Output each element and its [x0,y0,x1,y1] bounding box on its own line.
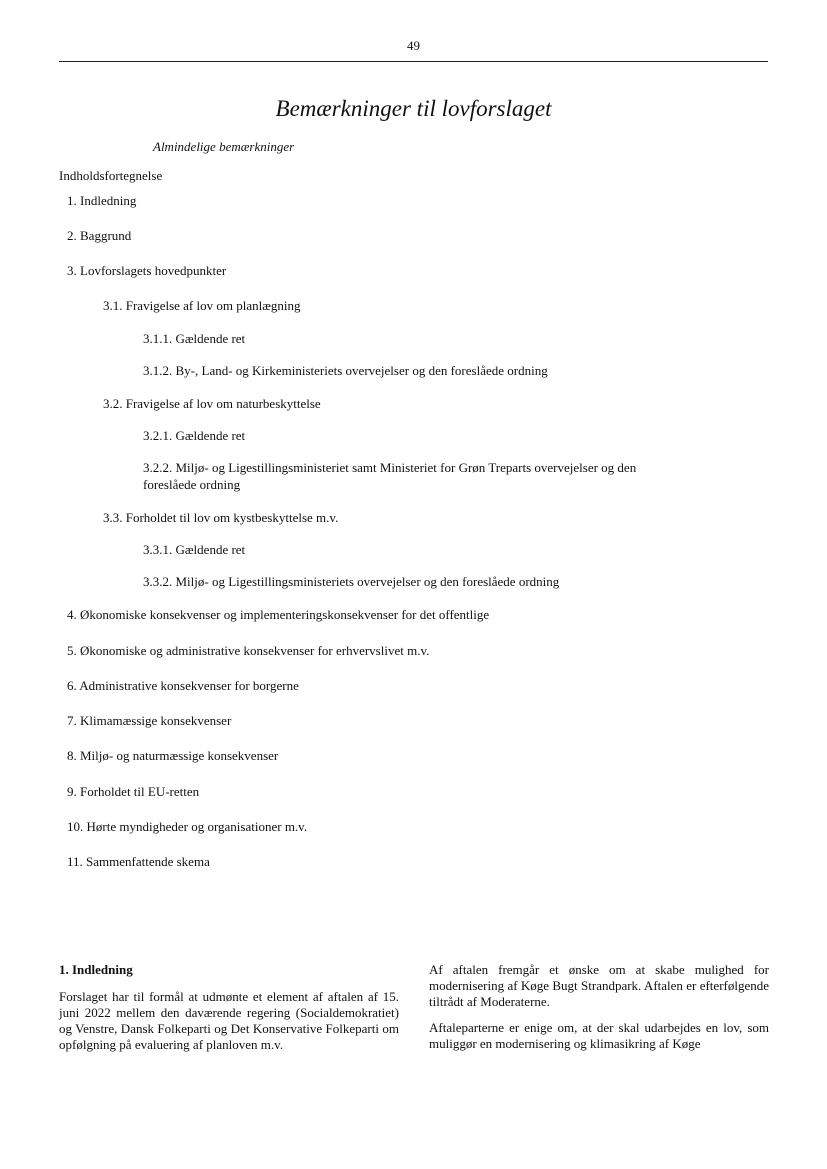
document-title: Bemærkninger til lovforslaget [275,96,552,121]
section-heading: 1. Indledning [59,962,133,977]
header-rule [59,61,768,62]
toc-heading: Indholdsfortegnelse [59,168,163,183]
toc-item: 1. Indledning [67,193,137,208]
toc-item: 3.3. Forholdet til lov om kystbeskyttelse m.v. [103,510,339,525]
paragraph: Af aftalen fremgår et ønske om at skabe mulighed for modernisering af Køge Bugt Strandpark. Aftalen er efterfølgende tiltrådt af Moderaterne. [429,962,769,1009]
toc-item: 8. Miljø- og naturmæssige konsekvenser [67,748,279,763]
paragraph: Aftaleparterne er enige om, at der skal udarbejdes en lov, som muliggør en modernisering og klimasikring af Køge [429,1020,769,1051]
toc-item: 6. Administrative konsekvenser for borgerne [67,678,299,693]
toc-item: 3.1.1. Gældende ret [143,331,246,346]
toc-item: 3.2.1. Gældende ret [143,428,246,443]
body-left-column [59,962,399,1063]
toc-item: 3. Lovforslagets hovedpunkter [67,263,227,278]
body-right-column [429,962,769,1062]
toc-item: 2. Baggrund [67,228,132,243]
toc-item: 3.1. Fravigelse af lov om planlægning [103,298,301,313]
toc-item: 9. Forholdet til EU-retten [67,784,200,799]
toc-item: 3.2.2. Miljø- og Ligestillingsministeriet samt Ministeriet for Grøn Treparts overvejelser og den foreslåede ordning [143,460,637,492]
toc-item: 3.2. Fravigelse af lov om naturbeskyttelse [103,396,321,411]
paragraph: Forslaget har til formål at udmønte et element af aftalen af 15. juni 2022 mellem den daværende regering (Socialdemokratiet) og Venstre, Dansk Folkeparti og Det Konservative Folkeparti om opfølgning på evaluering af planloven m.v. [59,989,399,1052]
toc-item: 3.3.1. Gældende ret [143,542,246,557]
page-number: 49 [407,38,420,53]
toc-item: 4. Økonomiske konsekvenser og implementeringskonsekvenser for det offentlige [67,607,490,622]
document-subtitle: Almindelige bemærkninger [153,139,295,154]
toc-item: 10. Hørte myndigheder og organisationer m.v. [67,819,308,834]
toc-item: 5. Økonomiske og administrative konsekvenser for erhvervslivet m.v. [67,643,430,658]
toc-item: 11. Sammenfattende skema [67,854,210,869]
toc-item: 3.1.2. By-, Land- og Kirkeministeriets overvejelser og den foreslåede ordning [143,363,548,378]
toc-item: 7. Klimamæssige konsekvenser [67,713,232,728]
toc-item: 3.3.2. Miljø- og Ligestillingsministeriets overvejelser og den foreslåede ordning [143,574,560,589]
